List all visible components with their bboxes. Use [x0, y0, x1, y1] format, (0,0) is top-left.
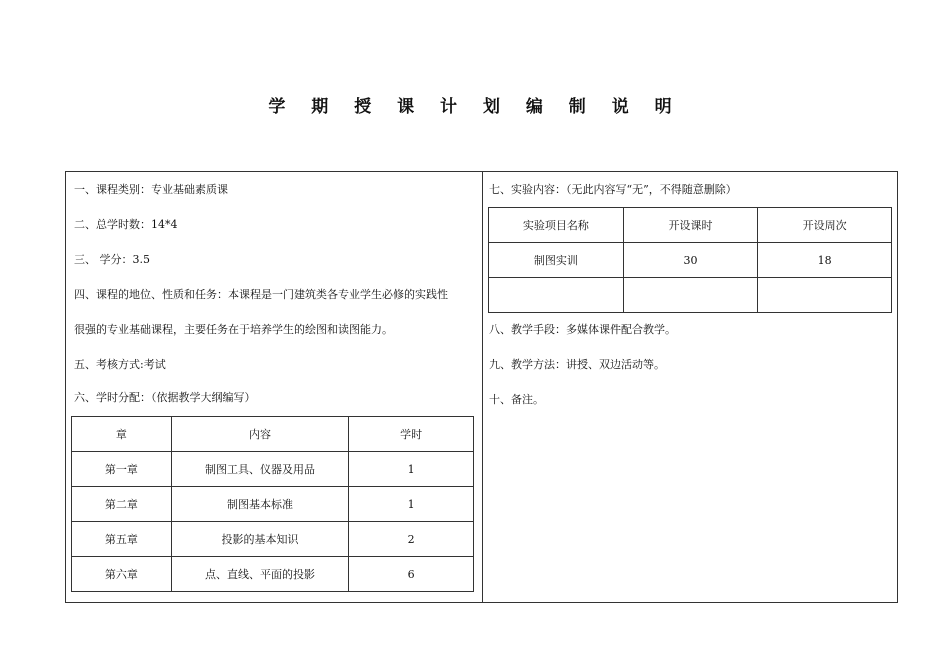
table-row: [489, 243, 892, 278]
cell-class-hours: [623, 278, 758, 313]
page-title: 学 期 授 课 计 划 编 制 说 明: [268, 97, 682, 117]
cell-project-name: [489, 278, 624, 313]
cell-chapter: 第五章: [72, 522, 172, 557]
cell-weeks: 18: [758, 243, 892, 278]
table-header-row: [489, 208, 892, 243]
hours-table: [71, 416, 474, 592]
assessment-method: 五、考核方式:考试: [74, 358, 166, 371]
cell-content: 制图基本标准: [171, 487, 349, 522]
course-type: 一、课程类别：专业基础素质课: [74, 183, 228, 196]
credits: 三、 学分：3.5: [74, 253, 150, 266]
table-row: [489, 278, 892, 313]
cell-class-hours: 30: [623, 243, 758, 278]
cell-content: 投影的基本知识: [171, 522, 349, 557]
cell-hours: 1: [349, 452, 474, 487]
cell-chapter: 第一章: [72, 452, 172, 487]
header-project-name: 实验项目名称: [489, 208, 624, 243]
table-header-row: [72, 417, 474, 452]
cell-chapter: 第六章: [72, 557, 172, 592]
remarks: 十、备注。: [489, 393, 544, 406]
hours-allocation-heading: 六、学时分配：（依据教学大纲编写）: [74, 391, 256, 404]
header-hours: 学时: [349, 417, 474, 452]
total-hours: 二、总学时数：14*4: [74, 218, 178, 231]
experiment-table: [488, 207, 892, 313]
cell-content: 制图工具、仪器及用品: [171, 452, 349, 487]
teaching-methods: 九、教学方法：讲授、双边活动等。: [489, 358, 665, 371]
teaching-means: 八、教学手段：多媒体课件配合教学。: [489, 323, 676, 336]
header-weeks: 开设周次: [758, 208, 892, 243]
plan-frame: [65, 171, 898, 603]
header-content: 内容: [171, 417, 349, 452]
table-row: [72, 522, 474, 557]
cell-content: 点、直线、平面的投影: [171, 557, 349, 592]
cell-weeks: [758, 278, 892, 313]
cell-chapter: 第二章: [72, 487, 172, 522]
table-row: [72, 487, 474, 522]
course-role-line-1: 四、课程的地位、性质和任务：本课程是一门建筑类各专业学生必修的实践性: [74, 288, 448, 301]
cell-project-name: 制图实训: [489, 243, 624, 278]
table-row: [72, 452, 474, 487]
header-chapter: 章: [72, 417, 172, 452]
table-row: [72, 557, 474, 592]
course-role-line-2: 很强的专业基础课程，主要任务在于培养学生的绘图和读图能力。: [74, 323, 393, 336]
cell-hours: 6: [349, 557, 474, 592]
header-class-hours: 开设课时: [623, 208, 758, 243]
cell-hours: 1: [349, 487, 474, 522]
column-divider: [482, 172, 483, 602]
experiment-heading: 七、实验内容：（无此内容写“无”，不得随意删除）: [489, 183, 737, 196]
cell-hours: 2: [349, 522, 474, 557]
